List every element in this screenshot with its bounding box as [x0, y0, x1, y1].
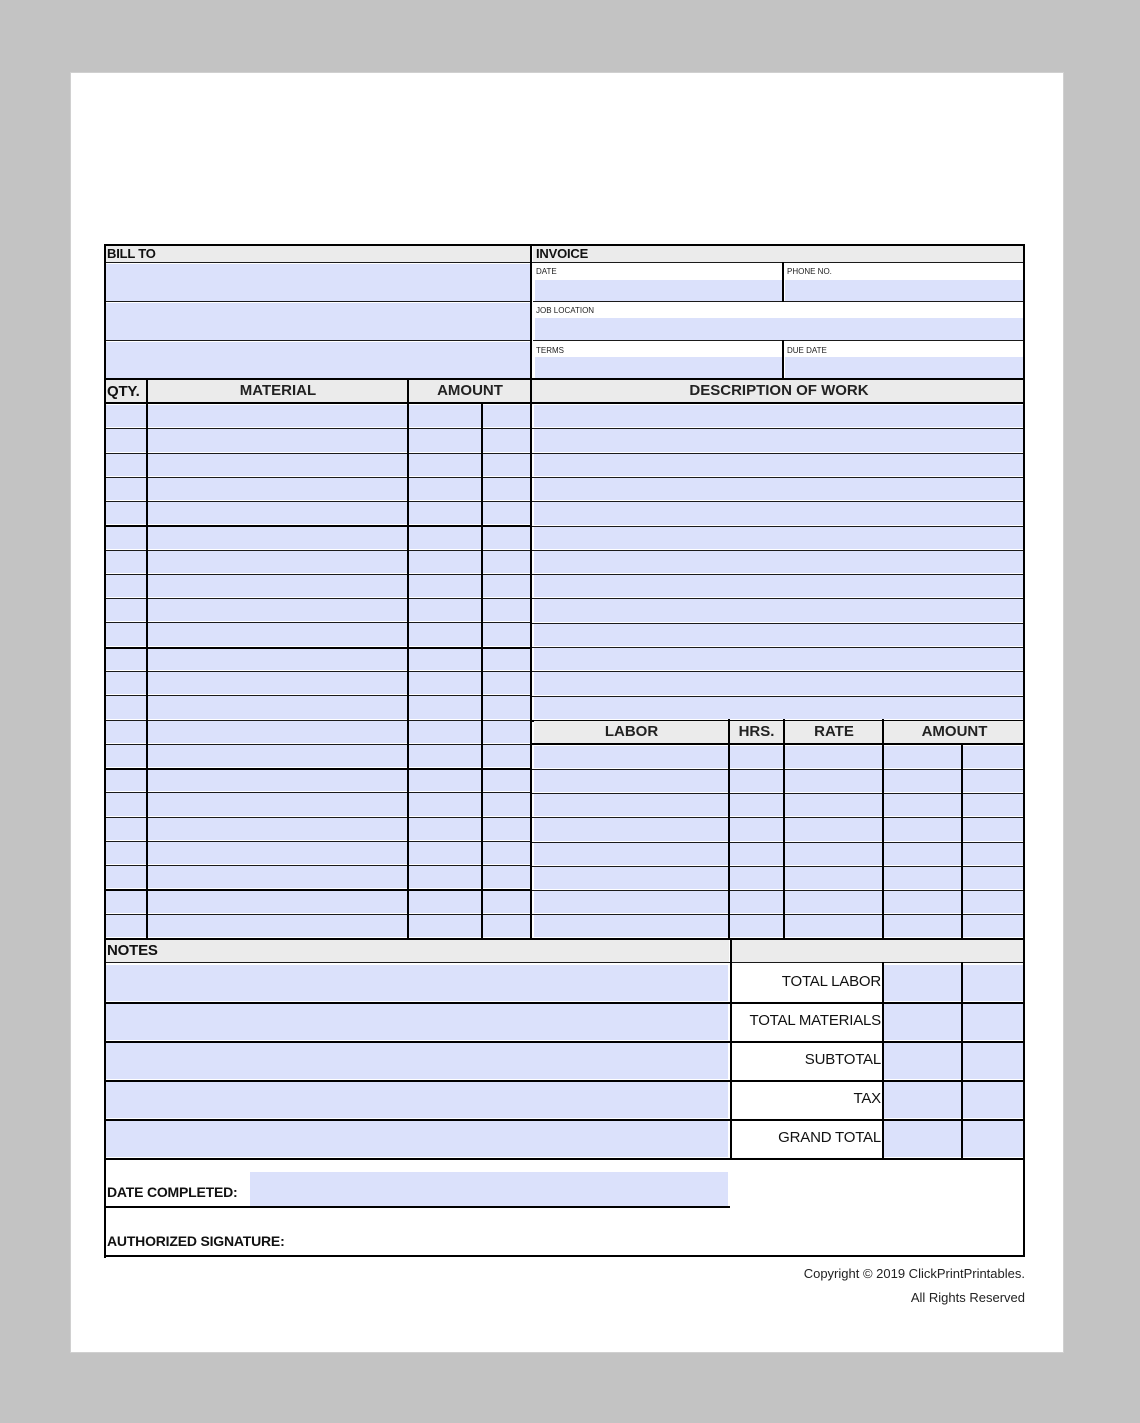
amount-dollars-cell[interactable]: [409, 526, 481, 548]
qty-cell[interactable]: [106, 429, 146, 451]
material-cell[interactable]: [148, 818, 407, 840]
labor-amount-dollars-cell[interactable]: [884, 891, 961, 913]
labor-cell[interactable]: [534, 770, 728, 792]
copyright-line-2: All Rights Reserved: [910, 1290, 1025, 1305]
qty-cell[interactable]: [106, 890, 146, 912]
total-dollars-cell[interactable]: [884, 965, 961, 1001]
qty-cell[interactable]: [106, 502, 146, 524]
rate-cell[interactable]: [785, 915, 882, 937]
material-cell[interactable]: [148, 575, 407, 597]
material-cell[interactable]: [148, 745, 407, 767]
hrs-header: HRS.: [738, 723, 775, 740]
amount-cents-cell[interactable]: [483, 890, 530, 912]
qty-cell[interactable]: [106, 526, 146, 548]
terms-label: TERMS: [536, 346, 564, 355]
amount-dollars-cell[interactable]: [409, 599, 481, 621]
amount-dollars-cell[interactable]: [409, 623, 481, 645]
notes-line[interactable]: [106, 1043, 728, 1079]
hrs-cell[interactable]: [730, 746, 783, 768]
qty-cell[interactable]: [106, 842, 146, 864]
amount-cents-cell[interactable]: [483, 696, 530, 718]
hrs-cell[interactable]: [730, 770, 783, 792]
copyright-line-1: Copyright © 2019 ClickPrintPrintables.: [803, 1266, 1025, 1281]
description-line[interactable]: [534, 575, 1023, 597]
qty-cell[interactable]: [106, 696, 146, 718]
labor-header: LABOR: [604, 723, 659, 740]
material-cell[interactable]: [148, 405, 407, 427]
qty-cell[interactable]: [106, 818, 146, 840]
totals-header: [732, 940, 1025, 962]
job-location-field[interactable]: [535, 318, 1023, 340]
total-cents-cell[interactable]: [963, 1004, 1023, 1040]
description-line[interactable]: [534, 527, 1023, 549]
description-line[interactable]: [534, 502, 1023, 524]
amount-cents-cell[interactable]: [483, 405, 530, 427]
bill-to-line-3[interactable]: [106, 342, 530, 378]
labor-amount-cents-cell[interactable]: [963, 915, 1023, 937]
qty-header: QTY.: [107, 383, 140, 400]
qty-cell[interactable]: [106, 915, 146, 937]
amount-cents-cell[interactable]: [483, 769, 530, 791]
total-labor-label: TOTAL LABOR: [781, 973, 881, 990]
hrs-cell[interactable]: [730, 915, 783, 937]
invoice-label: INVOICE: [536, 246, 589, 261]
qty-cell[interactable]: [106, 405, 146, 427]
date-label: DATE: [536, 267, 557, 276]
amount-cents-cell[interactable]: [483, 429, 530, 451]
amount-cents-cell[interactable]: [483, 721, 530, 743]
labor-cell[interactable]: [534, 915, 728, 937]
description-line[interactable]: [534, 478, 1023, 500]
rate-cell[interactable]: [785, 770, 882, 792]
qty-cell[interactable]: [106, 551, 146, 573]
labor-cell[interactable]: [534, 891, 728, 913]
description-line[interactable]: [534, 429, 1023, 451]
rate-cell[interactable]: [785, 746, 882, 768]
material-cell[interactable]: [148, 502, 407, 524]
amount-cents-cell[interactable]: [483, 915, 530, 937]
hrs-cell[interactable]: [730, 794, 783, 816]
qty-cell[interactable]: [106, 478, 146, 500]
rate-header: RATE: [814, 723, 854, 740]
hrs-cell[interactable]: [730, 818, 783, 840]
rate-cell[interactable]: [785, 867, 882, 889]
labor-amount-cents-cell[interactable]: [963, 746, 1023, 768]
labor-amount-cents-cell[interactable]: [963, 818, 1023, 840]
rate-cell[interactable]: [785, 891, 882, 913]
labor-amount-dollars-cell[interactable]: [884, 770, 961, 792]
due-date-label: DUE DATE: [787, 346, 827, 355]
amount-dollars-cell[interactable]: [409, 842, 481, 864]
labor-cell[interactable]: [534, 818, 728, 840]
amount-cents-cell[interactable]: [483, 672, 530, 694]
amount-dollars-cell[interactable]: [409, 454, 481, 476]
material-cell[interactable]: [148, 672, 407, 694]
material-cell[interactable]: [148, 478, 407, 500]
amount-cents-cell[interactable]: [483, 818, 530, 840]
amount-dollars-cell[interactable]: [409, 478, 481, 500]
amount-dollars-cell[interactable]: [409, 769, 481, 791]
qty-cell[interactable]: [106, 866, 146, 888]
amount-cents-cell[interactable]: [483, 599, 530, 621]
labor-amount-header: AMOUNT: [921, 723, 988, 740]
material-cell[interactable]: [148, 648, 407, 670]
labor-cell[interactable]: [534, 867, 728, 889]
qty-cell[interactable]: [106, 648, 146, 670]
qty-cell[interactable]: [106, 793, 146, 815]
qty-cell[interactable]: [106, 672, 146, 694]
labor-amount-dollars-cell[interactable]: [884, 915, 961, 937]
labor-amount-dollars-cell[interactable]: [884, 818, 961, 840]
total-cents-cell[interactable]: [963, 1043, 1023, 1079]
phone-field[interactable]: [785, 280, 1023, 301]
amount-dollars-cell[interactable]: [409, 551, 481, 573]
date-completed-field[interactable]: [250, 1172, 728, 1206]
bill-to-label: BILL TO: [107, 246, 156, 261]
total-cents-cell[interactable]: [963, 965, 1023, 1001]
description-line[interactable]: [534, 599, 1023, 621]
rate-cell[interactable]: [785, 818, 882, 840]
rate-cell[interactable]: [785, 794, 882, 816]
amount-dollars-cell[interactable]: [409, 721, 481, 743]
rate-cell[interactable]: [785, 843, 882, 865]
amount-dollars-cell[interactable]: [409, 793, 481, 815]
total-dollars-cell[interactable]: [884, 1082, 961, 1118]
material-cell[interactable]: [148, 551, 407, 573]
qty-cell[interactable]: [106, 721, 146, 743]
amount-dollars-cell[interactable]: [409, 502, 481, 524]
material-cell[interactable]: [148, 623, 407, 645]
description-line[interactable]: [534, 624, 1023, 646]
description-line[interactable]: [534, 551, 1023, 573]
qty-cell[interactable]: [106, 769, 146, 791]
amount-dollars-cell[interactable]: [409, 672, 481, 694]
total-cents-cell[interactable]: [963, 1082, 1023, 1118]
amount-dollars-cell[interactable]: [409, 648, 481, 670]
description-line[interactable]: [534, 648, 1023, 670]
notes-line[interactable]: [106, 1121, 728, 1157]
notes-line[interactable]: [106, 1082, 728, 1118]
amount-cents-cell[interactable]: [483, 648, 530, 670]
authorized-signature-label: AUTHORIZED SIGNATURE:: [107, 1233, 285, 1249]
amount-cents-cell[interactable]: [483, 793, 530, 815]
amount-cents-cell[interactable]: [483, 623, 530, 645]
labor-amount-cents-cell[interactable]: [963, 867, 1023, 889]
description-line[interactable]: [534, 405, 1023, 427]
due-date-field[interactable]: [785, 357, 1023, 378]
qty-cell[interactable]: [106, 623, 146, 645]
material-cell[interactable]: [148, 866, 407, 888]
notes-line[interactable]: [106, 1004, 728, 1040]
notes-label: NOTES: [107, 942, 158, 959]
bill-to-header: [104, 244, 532, 262]
material-cell[interactable]: [148, 915, 407, 937]
amount-cents-cell[interactable]: [483, 575, 530, 597]
signature-field[interactable]: [304, 1220, 1024, 1256]
amount-dollars-cell[interactable]: [409, 818, 481, 840]
material-cell[interactable]: [148, 793, 407, 815]
qty-cell[interactable]: [106, 599, 146, 621]
labor-amount-cents-cell[interactable]: [963, 794, 1023, 816]
labor-cell[interactable]: [534, 794, 728, 816]
labor-amount-cents-cell[interactable]: [963, 843, 1023, 865]
job-location-label: JOB LOCATION: [536, 306, 595, 315]
amount-dollars-cell[interactable]: [409, 405, 481, 427]
material-cell[interactable]: [148, 842, 407, 864]
amount-cents-cell[interactable]: [483, 478, 530, 500]
qty-cell[interactable]: [106, 575, 146, 597]
hrs-cell[interactable]: [730, 843, 783, 865]
labor-amount-dollars-cell[interactable]: [884, 794, 961, 816]
material-cell[interactable]: [148, 429, 407, 451]
material-cell[interactable]: [148, 890, 407, 912]
material-cell[interactable]: [148, 454, 407, 476]
amount-dollars-cell[interactable]: [409, 429, 481, 451]
labor-cell[interactable]: [534, 843, 728, 865]
description-line[interactable]: [534, 454, 1023, 476]
phone-label: PHONE NO.: [787, 267, 832, 276]
date-completed-label: DATE COMPLETED:: [107, 1184, 238, 1200]
notes-header: [104, 940, 729, 962]
total-dollars-cell[interactable]: [884, 1121, 961, 1157]
amount-dollars-cell[interactable]: [409, 866, 481, 888]
description-header: DESCRIPTION OF WORK: [689, 382, 869, 399]
total-cents-cell[interactable]: [963, 1121, 1023, 1157]
amount-dollars-cell[interactable]: [409, 696, 481, 718]
invoice-form: [104, 244, 1025, 1305]
bill-to-line-2[interactable]: [106, 303, 530, 340]
qty-cell[interactable]: [106, 454, 146, 476]
labor-amount-dollars-cell[interactable]: [884, 843, 961, 865]
amount-cents-cell[interactable]: [483, 551, 530, 573]
labor-amount-dollars-cell[interactable]: [884, 867, 961, 889]
amount-cents-cell[interactable]: [483, 842, 530, 864]
amount-dollars-cell[interactable]: [409, 890, 481, 912]
amount-cents-cell[interactable]: [483, 454, 530, 476]
amount-header: AMOUNT: [437, 382, 503, 399]
description-line[interactable]: [534, 697, 1023, 719]
amount-dollars-cell[interactable]: [409, 915, 481, 937]
material-header: MATERIAL: [239, 382, 317, 399]
material-cell[interactable]: [148, 599, 407, 621]
material-cell[interactable]: [148, 696, 407, 718]
description-line[interactable]: [534, 672, 1023, 694]
qty-cell[interactable]: [106, 745, 146, 767]
tax-label: TAX: [853, 1090, 881, 1107]
total-dollars-cell[interactable]: [884, 1043, 961, 1079]
labor-amount-cents-cell[interactable]: [963, 770, 1023, 792]
total-materials-label: TOTAL MATERIALS: [749, 1012, 881, 1029]
labor-amount-dollars-cell[interactable]: [884, 746, 961, 768]
material-cell[interactable]: [148, 721, 407, 743]
date-field[interactable]: [535, 280, 782, 301]
hrs-cell[interactable]: [730, 867, 783, 889]
amount-cents-cell[interactable]: [483, 866, 530, 888]
labor-amount-cents-cell[interactable]: [963, 891, 1023, 913]
subtotal-label: SUBTOTAL: [804, 1051, 881, 1068]
amount-dollars-cell[interactable]: [409, 745, 481, 767]
material-cell[interactable]: [148, 769, 407, 791]
terms-field[interactable]: [535, 357, 782, 378]
total-dollars-cell[interactable]: [884, 1004, 961, 1040]
amount-cents-cell[interactable]: [483, 745, 530, 767]
material-cell[interactable]: [148, 526, 407, 548]
labor-cell[interactable]: [534, 746, 728, 768]
hrs-cell[interactable]: [730, 891, 783, 913]
amount-cents-cell[interactable]: [483, 502, 530, 524]
amount-dollars-cell[interactable]: [409, 575, 481, 597]
grand-total-label: GRAND TOTAL: [778, 1129, 881, 1146]
amount-cents-cell[interactable]: [483, 526, 530, 548]
notes-line[interactable]: [106, 965, 728, 1001]
bill-to-line-1[interactable]: [106, 264, 530, 301]
invoice-header: [533, 244, 1025, 262]
